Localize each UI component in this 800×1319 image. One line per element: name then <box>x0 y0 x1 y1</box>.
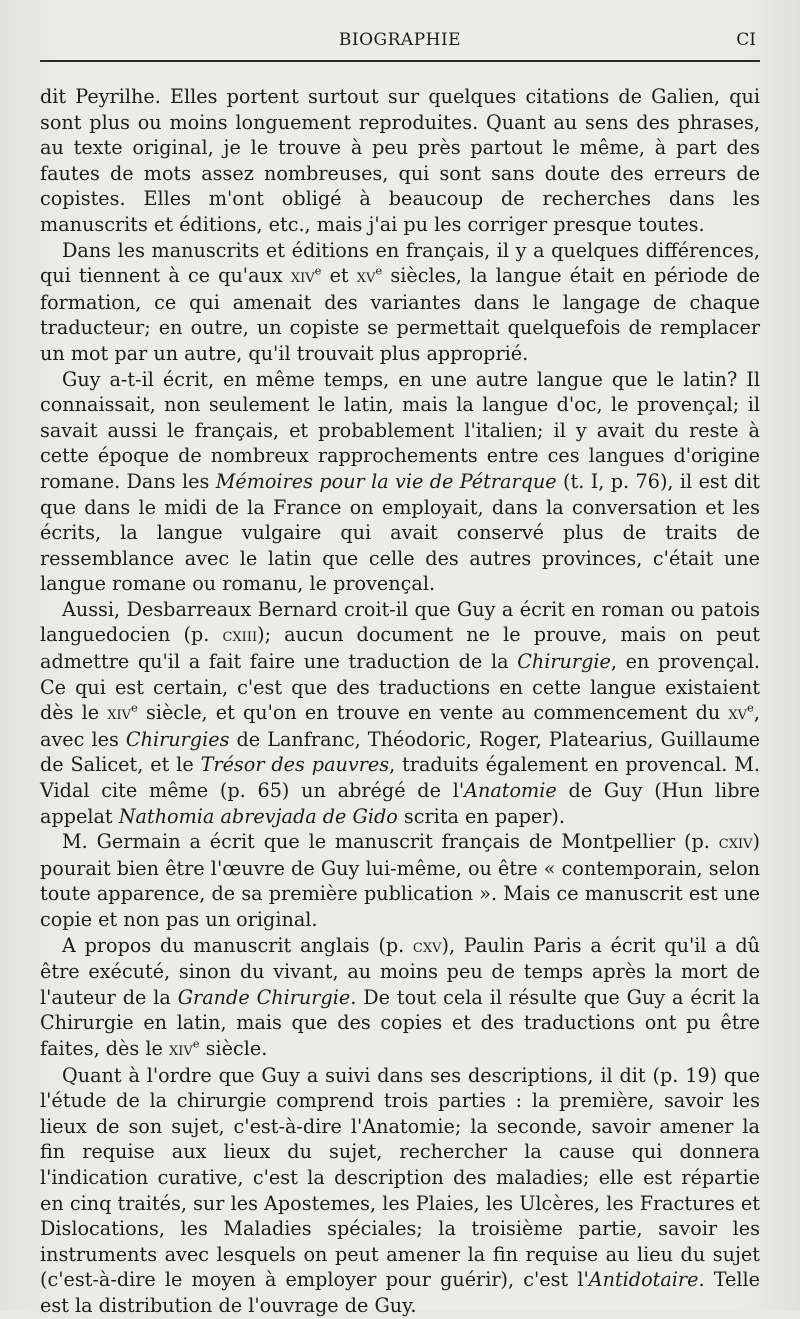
paragraph <box>40 829 760 932</box>
text-run: e <box>375 263 383 278</box>
text-run: xiv <box>168 1038 193 1060</box>
text-run: M. Germain a écrit que le manuscrit français de Montpellier (p. <box>62 830 719 854</box>
text-run: siècle. <box>199 1036 268 1060</box>
text-run: siècles, la langue était en période de formation, ce qui amenait des variantes dans le langage de chaque traducteur; en outre, un copiste se permettait quelquefois de remplacer un mot par un autre, qu'il trouvait plus approprié. <box>40 264 761 365</box>
text-run: Mémoires pour la vie de Pétrarque <box>215 469 557 493</box>
text-run: cxiii <box>222 625 258 647</box>
text-run: cxiv <box>718 832 753 854</box>
text-run: A propos du manuscrit anglais (p. <box>62 933 413 957</box>
text-run: Aussi, Desbarreaux Bernard croit-il que Guy a écrit en roman ou patois languedocien (p. <box>40 597 760 647</box>
text-run: Chirurgie <box>517 650 611 674</box>
text-run: ) pourait bien être l'œuvre de Guy lui-même, ou être « contemporain, selon toute apparence, de sa première publication ». Mais ce manuscrit est une copie et non pas un original. <box>40 830 760 931</box>
text-run: cxv <box>412 935 442 957</box>
text-run: Guy a-t-il écrit, en même temps, en une autre langue que le latin? Il connaissait, non seulement le latin, mais la langue d'oc, le provençal; il savait aussi le français, et probablement l'italien; il y avait du reste à cette époque de nombreux rapprochements entre ces langues d'origine romane. Dans les <box>40 367 760 493</box>
paragraph <box>40 597 760 829</box>
text-run: scrita en paper). <box>397 804 565 828</box>
text-run: Chirurgies <box>125 727 230 751</box>
paragraph <box>40 1063 760 1319</box>
text-run: e <box>747 700 754 715</box>
text-run: , traduits également en provencal. M. Vidal cite même (p. 65) un abrégé de l' <box>40 753 760 803</box>
text-run: de Lanfranc, Théodoric, Roger, Platearius, Guillaume de Salicet, et le <box>40 727 760 777</box>
text-run: Grande Chirurgie <box>177 985 351 1009</box>
text-run: e <box>192 1036 200 1051</box>
text-run: Trésor des pauvres <box>200 753 390 777</box>
text-run: de Guy (Hun libre appelat <box>40 779 761 828</box>
text-run: . Telle est la distribution de l'ouvrage de Guy. <box>40 1268 760 1317</box>
text-run: , avec les <box>40 701 760 751</box>
running-title: BIOGRAPHIE <box>338 30 462 50</box>
text-run: xv <box>356 266 376 288</box>
paragraph <box>40 933 760 1063</box>
paragraph <box>40 238 760 367</box>
text-run: Anatomie <box>464 779 557 803</box>
text-run: dit Peyrilhe. Elles portent surtout sur quelques citations de Galien, qui sont plus ou moins longuement reproduites. Quant au sens des phrases, au texte original, je le trouve à peu près partout le même, à part des fautes de mots assez nombreuses, qui sont sans doute des erreurs de copistes. Elles m'ont obligé à beaucoup de recherches dans les manuscrits et éditions, etc., mais j'ai pu les corriger presque toutes. <box>40 85 760 236</box>
text-run: ), Paulin Paris a écrit qu'il a dû être exécuté, sinon du vivant, au moins peu de temps après la mort de l'auteur de la <box>40 933 760 1009</box>
text-run: xv <box>728 703 748 725</box>
paragraph <box>40 84 760 238</box>
text-run: . De tout cela il résulte que Guy a écrit la Chirurgie en latin, mais que des copies et des traductions ont pu être faites, dès le <box>40 985 760 1060</box>
header-rule <box>40 60 760 62</box>
text-run: xiv <box>290 266 315 288</box>
text-run: Nathomia abrevjada de Gido <box>118 804 398 828</box>
text-run: e <box>131 700 138 715</box>
text-run: Dans les manuscrits et éditions en français, il y a quelques différences, qui tiennent à ce qu'aux <box>40 238 760 288</box>
text-run: et <box>321 264 357 288</box>
page-number: CI <box>736 30 756 50</box>
text-run: siècle, et qu'on en trouve en vente au commencement du <box>137 701 729 725</box>
text-run: xiv <box>107 703 132 725</box>
text-run: , en provençal. Ce qui est certain, c'est que des traductions en cette langue existaient dès le <box>40 650 760 725</box>
paragraph <box>40 367 760 597</box>
page-header <box>40 0 760 58</box>
text-run: (t. I, p. 76), il est dit que dans le midi de la France on employait, dans la conversation et les écrits, la langue vulgaire qui avait conservé plus de traits de ressemblance avec le latin que celle des autres provinces, c'était une langue romane ou romanu, le provençal. <box>40 469 760 596</box>
text-run: Antidotaire <box>588 1268 699 1292</box>
text-run: Quant à l'ordre que Guy a suivi dans ses descriptions, il dit (p. 19) que l'étude de la chirurgie comprend trois parties : la première, savoir les lieux de son sujet, c'est-à-dire l'Anatomie; la seconde, savoir amener la fin requise aux lieux du sujet, rechercher la cause qui donnera l'indication curative, c'est la description des maladies; elle est répartie en cinq traités, sur les Apostemes, les Plaies, les Ulcères, les Fractures et Dislocations, les Maladies spéciales; la troisième partie, savoir les instruments avec lesquels on peut amener la fin requise au lieu du sujet (c'est-à-dire le moyen à employer pour guérir), c'est l' <box>40 1063 760 1292</box>
body-text <box>40 84 760 1319</box>
text-run: ); aucun document ne le prouve, mais on peut admettre qu'il a fait faire une traduction de la <box>40 623 760 674</box>
text-run: e <box>314 263 322 278</box>
